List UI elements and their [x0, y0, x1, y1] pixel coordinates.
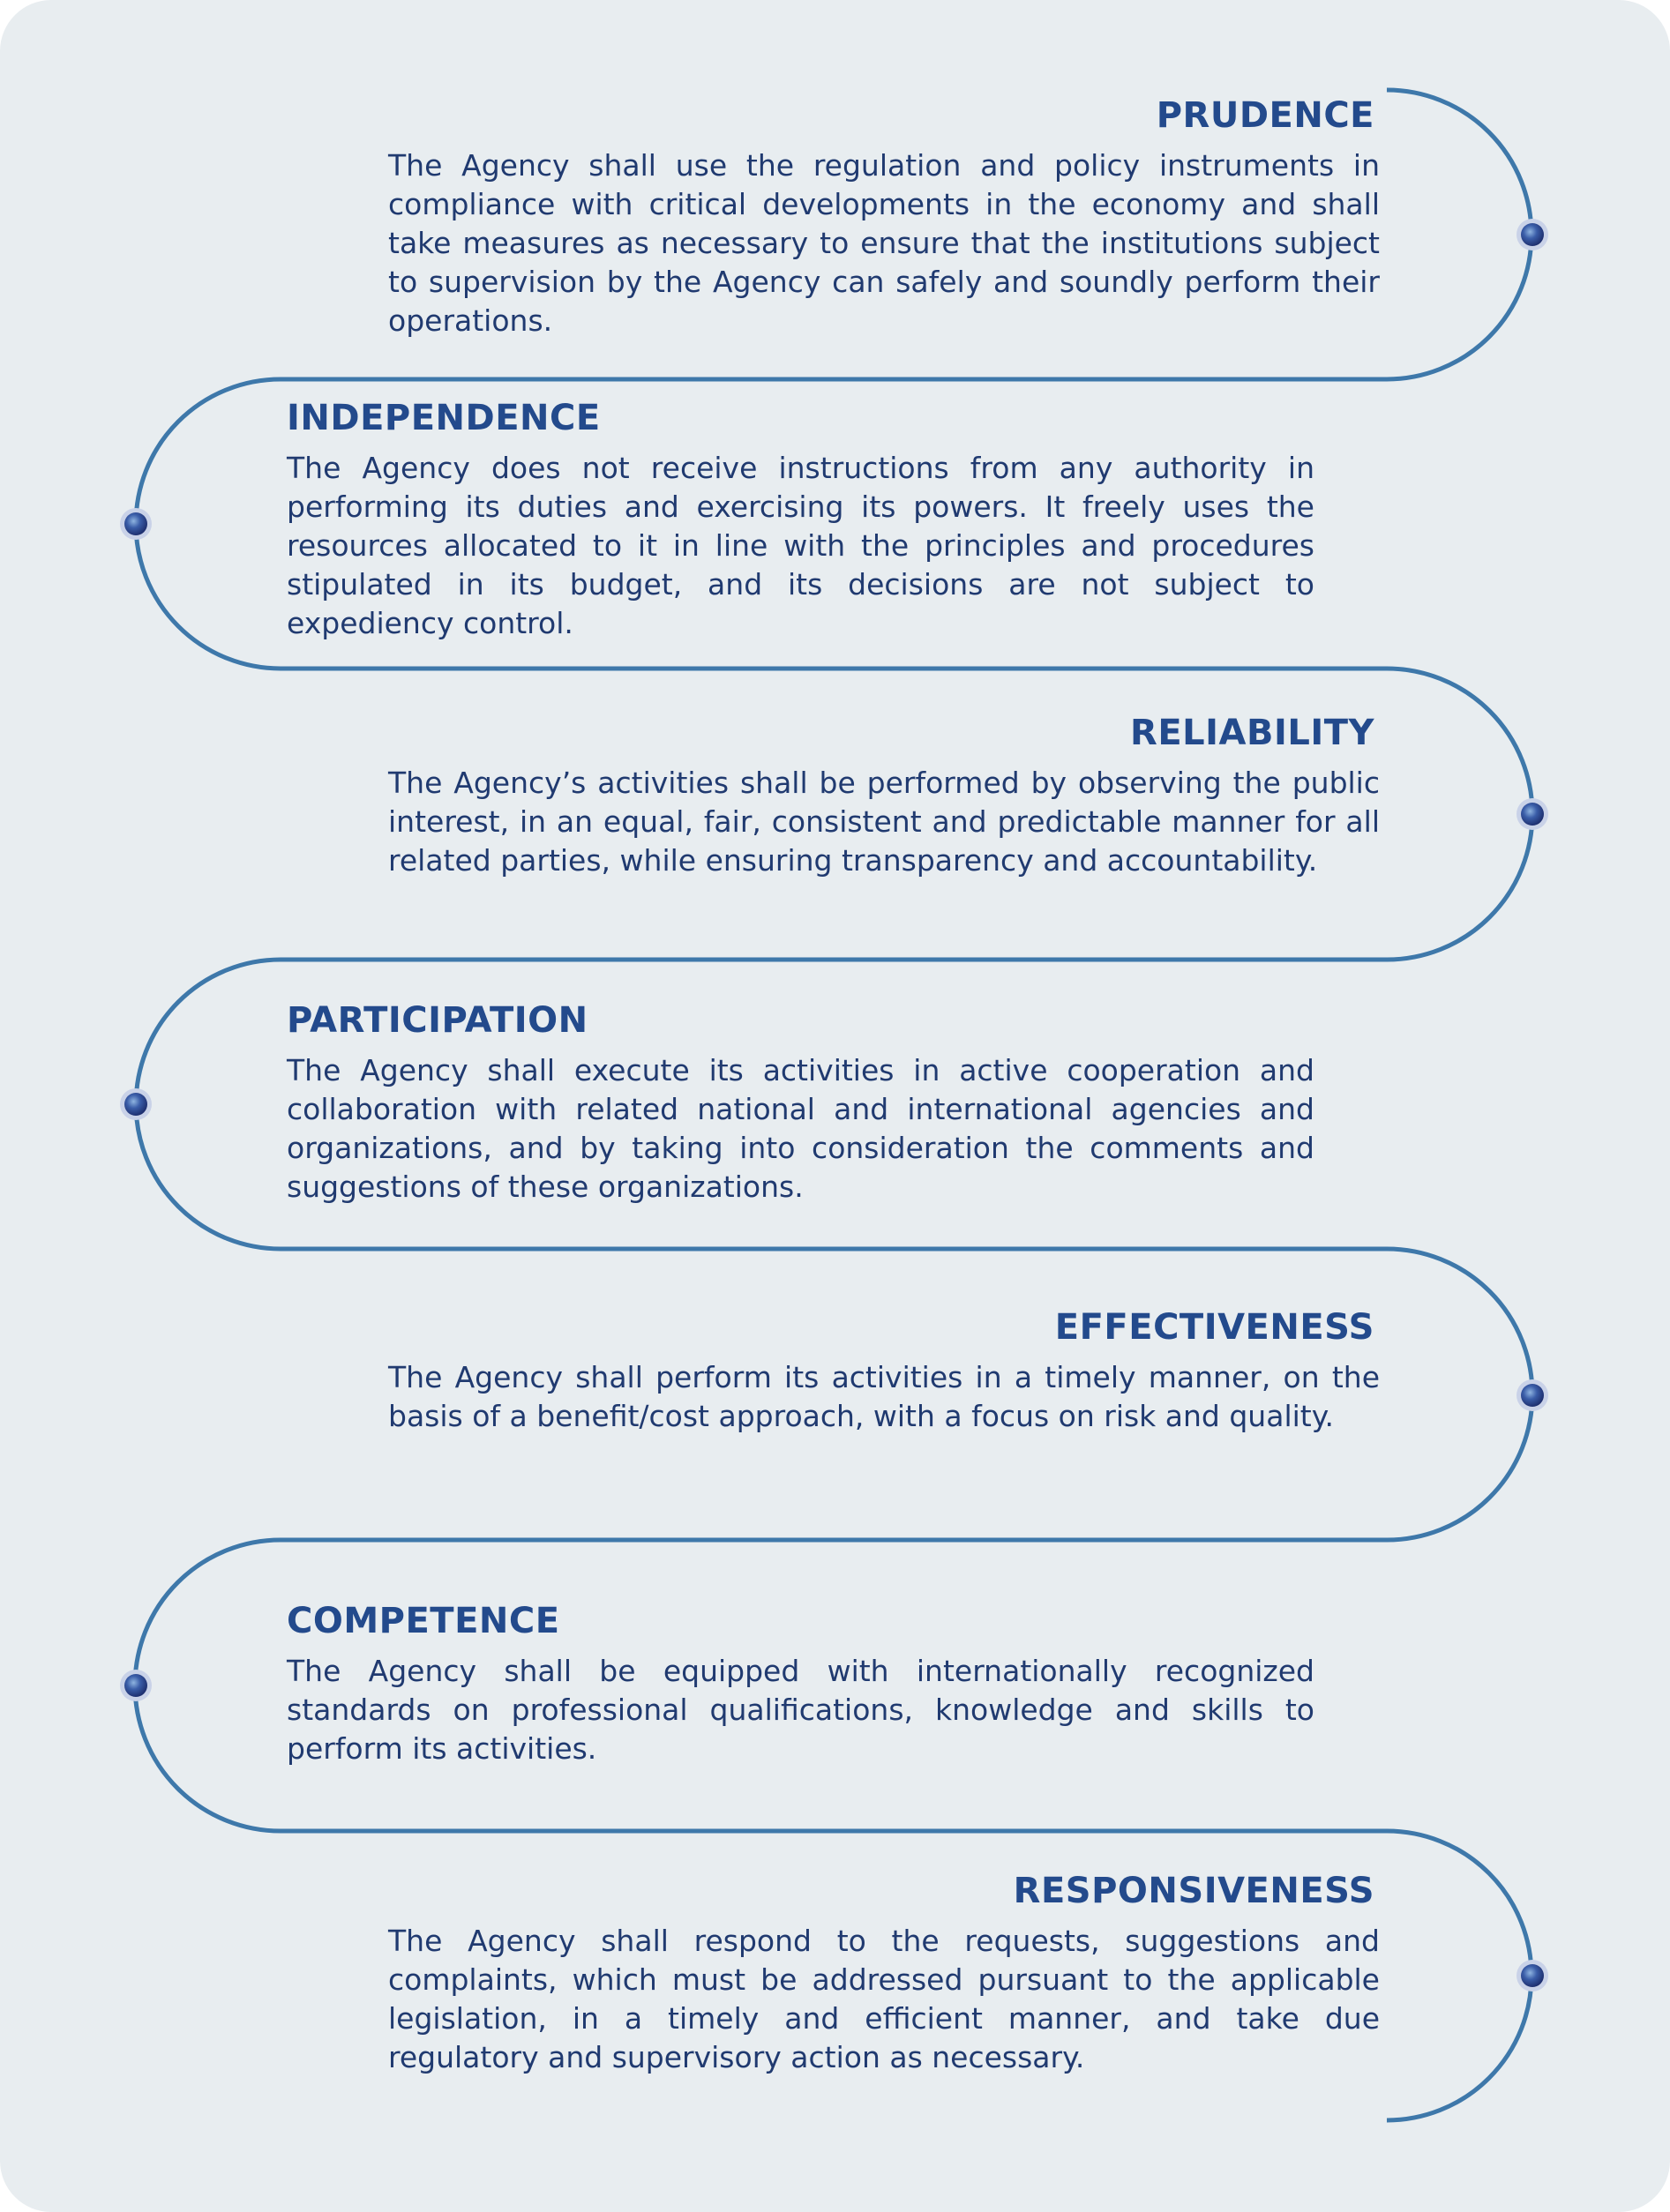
- principle-title: INDEPENDENCE: [287, 398, 601, 438]
- principle-description: The Agency shall execute its activities in active cooperation and collaboration with related national and international agencies and organizations, and by taking into consideration the comments and suggestions of these organizations.: [287, 1053, 1314, 1204]
- node-independence: [120, 508, 152, 540]
- principle-description: The Agency shall respond to the requests, suggestions and complaints, which must be addressed pursuant to the applicable legislation, in a timely and efficient manner, and take due regulatory and supervisory action as necessary.: [388, 1924, 1380, 2074]
- node-reliability: [1516, 798, 1548, 830]
- principle-responsiveness: [388, 1871, 1380, 2077]
- principle-title: RELIABILITY: [1130, 713, 1374, 753]
- node-prudence: [1516, 219, 1548, 250]
- principle-description: The Agency shall perform its activities in a timely manner, on the basis of a benefit/cost approach, with a focus on risk and quality.: [388, 1360, 1380, 1433]
- node-responsiveness: [1516, 1960, 1548, 1992]
- principle-description: The Agency does not receive instructions from any authority in performing its duties and exercising its powers. It freely uses the resources allocated to it in line with the principles and procedures stipulated in its budget, and its decisions are not subject to expediency control.: [287, 451, 1314, 640]
- principle-competence: [287, 1601, 1314, 1768]
- principle-title: EFFECTIVENESS: [1054, 1307, 1374, 1348]
- principle-description: The Agency’s activities shall be performed by observing the public interest, in an equal, fair, consistent and predictable manner for all related parties, while ensuring transparency and accountability.: [388, 766, 1380, 878]
- principle-prudence: [388, 95, 1380, 340]
- principle-participation: [287, 1000, 1314, 1207]
- node-participation: [120, 1088, 152, 1120]
- principle-title: PRUDENCE: [1156, 95, 1374, 136]
- principle-effectiveness: [388, 1307, 1380, 1436]
- principle-independence: [287, 398, 1314, 643]
- principle-reliability: [388, 713, 1380, 880]
- node-effectiveness: [1516, 1379, 1548, 1411]
- principle-title: PARTICIPATION: [287, 1000, 588, 1041]
- principle-title: COMPETENCE: [287, 1601, 560, 1641]
- node-competence: [120, 1670, 152, 1701]
- principle-description: The Agency shall be equipped with internationally recognized standards on professional qualifications, knowledge and skills to perform its activities.: [287, 1654, 1314, 1766]
- principle-description: The Agency shall use the regulation and policy instruments in compliance with critical developments in the economy and shall take measures as necessary to ensure that the institutions subject to supervision by the Agency can safely and soundly perform their operations.: [388, 148, 1380, 338]
- principle-title: RESPONSIVENESS: [1013, 1871, 1374, 1911]
